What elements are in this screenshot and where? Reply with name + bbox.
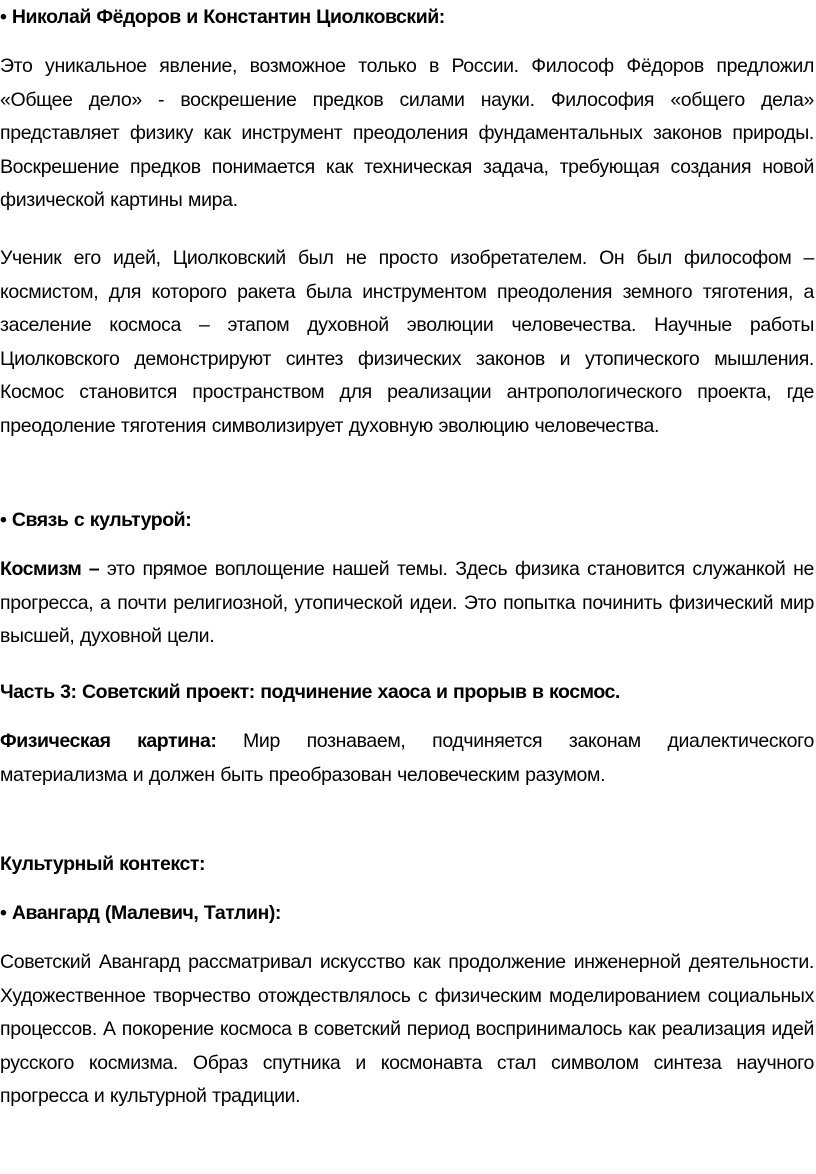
paragraph-avant-garde: Советский Авангард рассматривал искусство как продолжение инженерной деятельности. Художественное творчество отождествлялось с физическим моделированием социальных процессов. А покорение космоса в советский период воспринималось как реализация идей русского космизма. Образ спутника и космонавта стал символом синтеза научного прогресса и культурной традиции. xyxy=(0,951,814,1107)
cosmism-text: это прямое воплощение нашей темы. Здесь физика становится служанкой не прогресса, а почти религиозной, утопической идеи. Это попытка починить физический мир высшей, духовной цели. xyxy=(0,558,814,647)
paragraph-physical-picture xyxy=(0,725,814,792)
term-physical-picture: Физическая картина: xyxy=(0,730,217,752)
paragraph-tsiolkovsky: Ученик его идей, Циолковский был не просто изобретателем. Он был философом – космистом, для которого ракета была инструментом преодоления земного тяготения, а заселение космоса – этапом духовной эволюции человечества. Научные работы Циолковского демонстрируют синтез физических законов и утопического мышления. Космос становится пространством для реализации антропологического проекта, где преодоление тяготения символизирует духовную эволюцию человечества. xyxy=(0,247,814,437)
heading-cultural-context: Культурный контекст: xyxy=(0,853,206,875)
physical-picture-text: Мир познаваем, подчиняется законам диалектического материализма и должен быть преобразован человеческим разумом. xyxy=(0,730,814,786)
heading-fedorov-tsiolkovsky: • Николай Фёдоров и Константин Циолковский: xyxy=(0,6,445,28)
paragraph-cosmism xyxy=(0,553,814,654)
paragraph-fedorov: Это уникальное явление, возможное только в России. Философ Фёдоров предложил «Общее дело» - воскрешение предков силами науки. Философия «общего дела» представляет физику как инструмент преодоления фундаментальных законов природы. Воскрешение предков понимается как техническая задача, требующая создания новой физической картины мира. xyxy=(0,55,814,211)
term-cosmism: Космизм – xyxy=(0,558,100,580)
heading-part-3: Часть 3: Советский проект: подчинение хаоса и прорыв в космос. xyxy=(0,681,620,703)
heading-avant-garde: • Авангард (Малевич, Татлин): xyxy=(0,902,281,924)
heading-culture-link: • Связь с культурой: xyxy=(0,509,192,531)
